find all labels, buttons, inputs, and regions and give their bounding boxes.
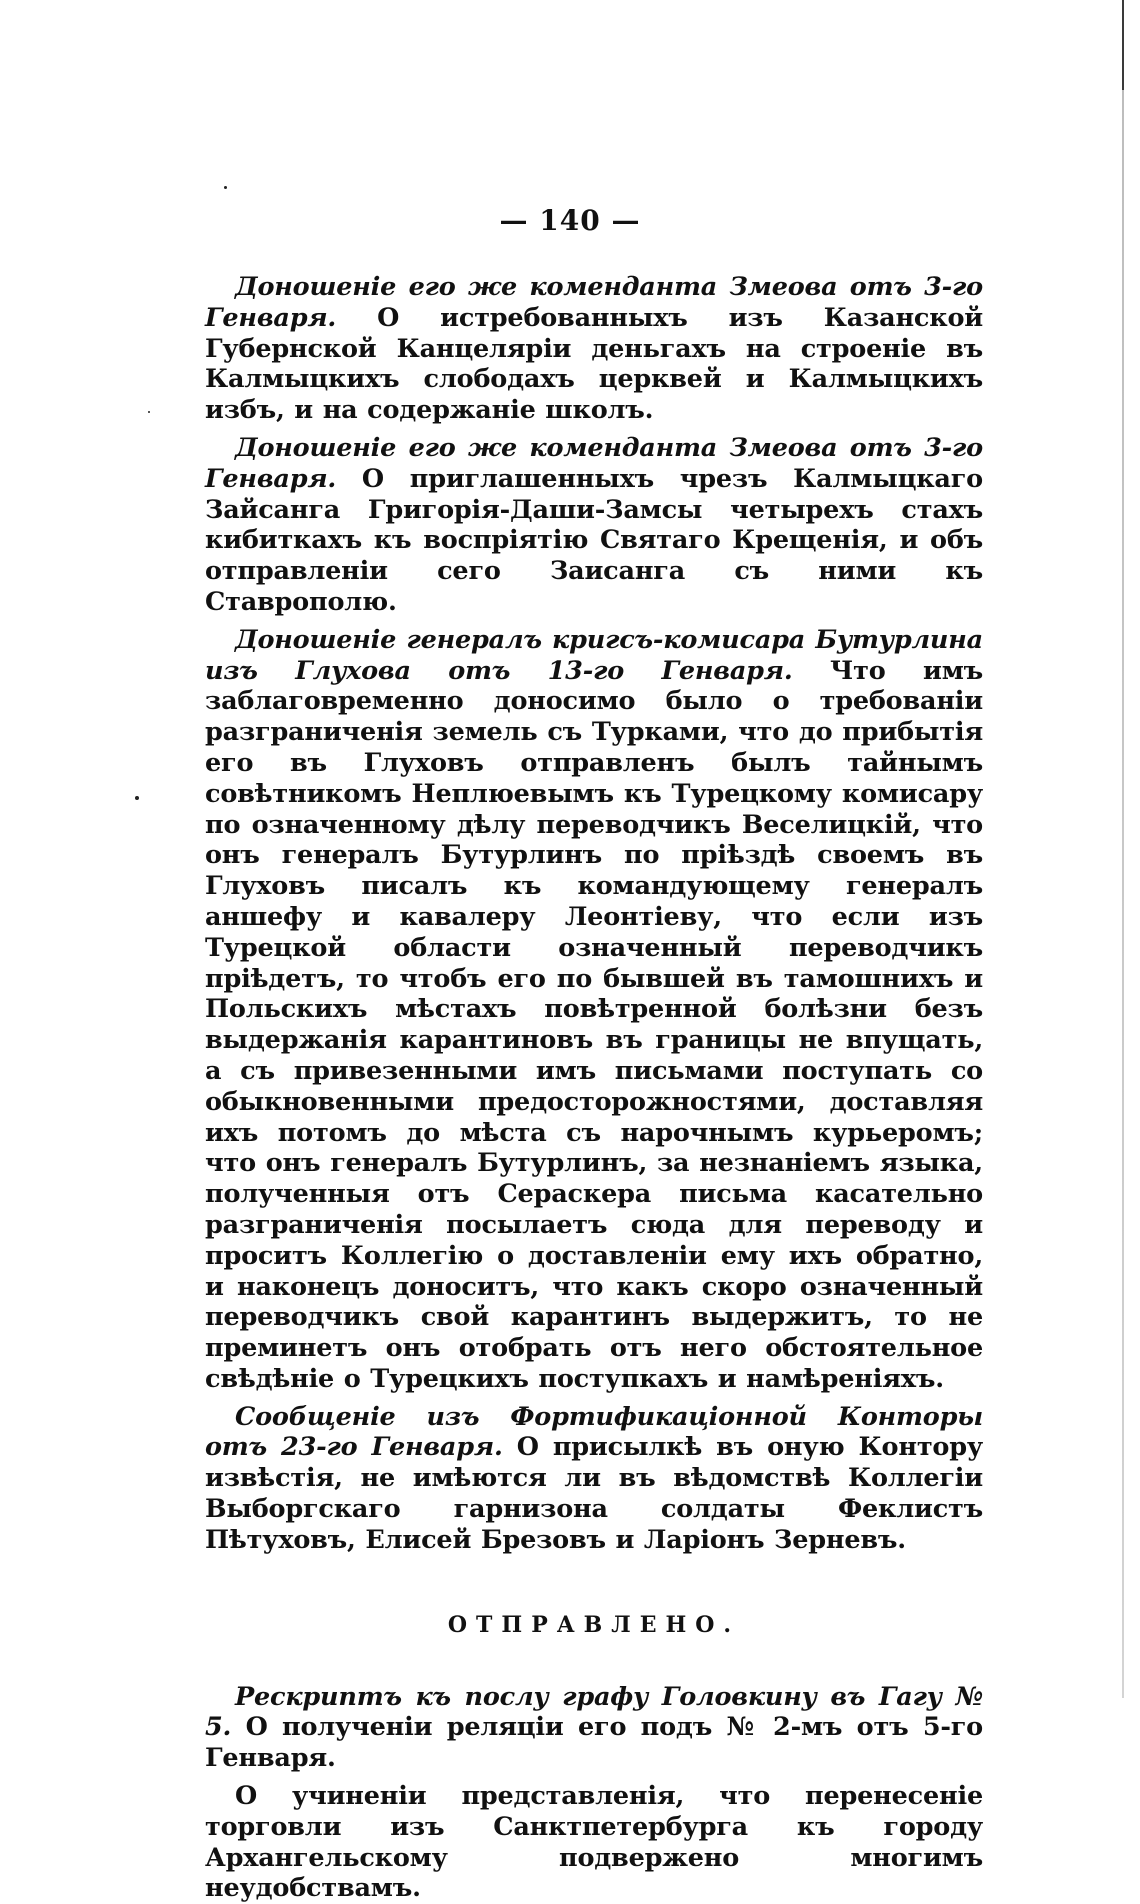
entry-title: Доношеніе его же коменданта Змеова отъ 3-го Генваря. bbox=[205, 432, 983, 494]
entry-body: О приглашенныхъ чрезъ Калмыцкаго Зайсанга Григорія-Даши-Замсы четырехъ стахъ кибиткахъ къ воспріятію Святаго Крещенія, и объ отправленіи сего Заисанга съ ними къ Ставрополю. bbox=[205, 463, 983, 617]
entry-title: Доношеніе его же коменданта Змеова отъ 3-го Генваря. bbox=[205, 272, 983, 333]
entry-paragraph bbox=[205, 1402, 983, 1556]
entry-paragraph bbox=[205, 433, 983, 618]
scan-speck bbox=[224, 186, 227, 189]
entry-title: Доношеніе генералъ кригсъ-комисара Бутурлина изъ Глухова отъ 13-го Генваря. bbox=[205, 624, 983, 686]
scan-speck bbox=[135, 796, 139, 800]
entry-body: О истребованныхъ изъ Казанской Губернской Канцеляріи деньгахъ на строеніе въ Калмыцкихъ слободахъ церквей и Калмыцкихъ избъ, и на содержаніе школъ. bbox=[205, 302, 983, 426]
section-heading: ОТПРАВЛЕНО. bbox=[447, 1611, 741, 1638]
scan-speck bbox=[148, 411, 150, 413]
sent-paragraph bbox=[205, 1682, 983, 1774]
entry-title: Сообщеніе изъ Фортификаціонной Конторы отъ 23-го Генваря. bbox=[205, 1401, 983, 1463]
sent-paragraph bbox=[205, 1781, 983, 1904]
entry-body: Что имъ заблаговременно доносимо было о требованіи разграниченія земель съ Турками, что до прибытія его въ Глуховъ отправленъ былъ тайнымъ совѣтникомъ Неплюевымъ къ Турецкому комисару по означенному дѣлу переводчикъ Веселицкій, что онъ генералъ Бутурлинъ по пріѣздѣ своемъ въ Глуховъ писалъ къ командующему генералъ аншефу и кавалеру Леонтіеву, что если изъ Турецкой области означенный переводчикъ пріѣдетъ, то чтобъ его по бывшей въ тамошнихъ и Польскихъ мѣстахъ повѣтренной болѣзни безъ выдержанія карантиновъ въ границы не впущать, а съ привезенными имъ письмами поступать со обыкновенными предосторожностями, доставляя ихъ потомъ до мѣста съ нарочнымъ курьеромъ; что онъ генералъ Бутурлинъ, за незнаніемъ языка, полученныя отъ Сераскера письма касательно разграниченія посылаетъ сюда для переводу и проситъ Коллегію о доставленіи ему ихъ обратно, и наконецъ доноситъ, что какъ скоро означенный переводчикъ свой карантинъ выдержитъ, то не преминетъ онъ отобрать отъ него обстоятельное свѣдѣніе о Турецкихъ поступкахъ и намѣреніяхъ. bbox=[205, 655, 984, 1394]
entry-body: О присылкѣ въ оную Контору извѣстія, не имѣются ли въ вѣдомствѣ Коллегіи Выборгскаго гарнизона солдаты Феклистъ Пѣтуховъ, Елисей Брезовъ и Ларіонъ Зерневъ. bbox=[205, 1432, 983, 1555]
entry-paragraph bbox=[205, 272, 983, 426]
scan-page-edge bbox=[1122, 0, 1124, 1698]
entry-paragraph bbox=[205, 625, 983, 1395]
page-number: — 140 — bbox=[499, 204, 641, 237]
sent-body: О учиненіи представленія, что перенесеніе торговли изъ Санктпетербурга къ городу Архангельскому подвержено многимъ неудобствамъ. bbox=[205, 1781, 983, 1904]
sent-body: О полученіи реляціи его подъ № 2-мъ отъ 5-го Генваря. bbox=[205, 1712, 983, 1774]
sent-title: Рескриптъ къ послу графу Головкину въ Гагу № 5. bbox=[205, 1681, 983, 1743]
document-body bbox=[205, 272, 983, 1904]
